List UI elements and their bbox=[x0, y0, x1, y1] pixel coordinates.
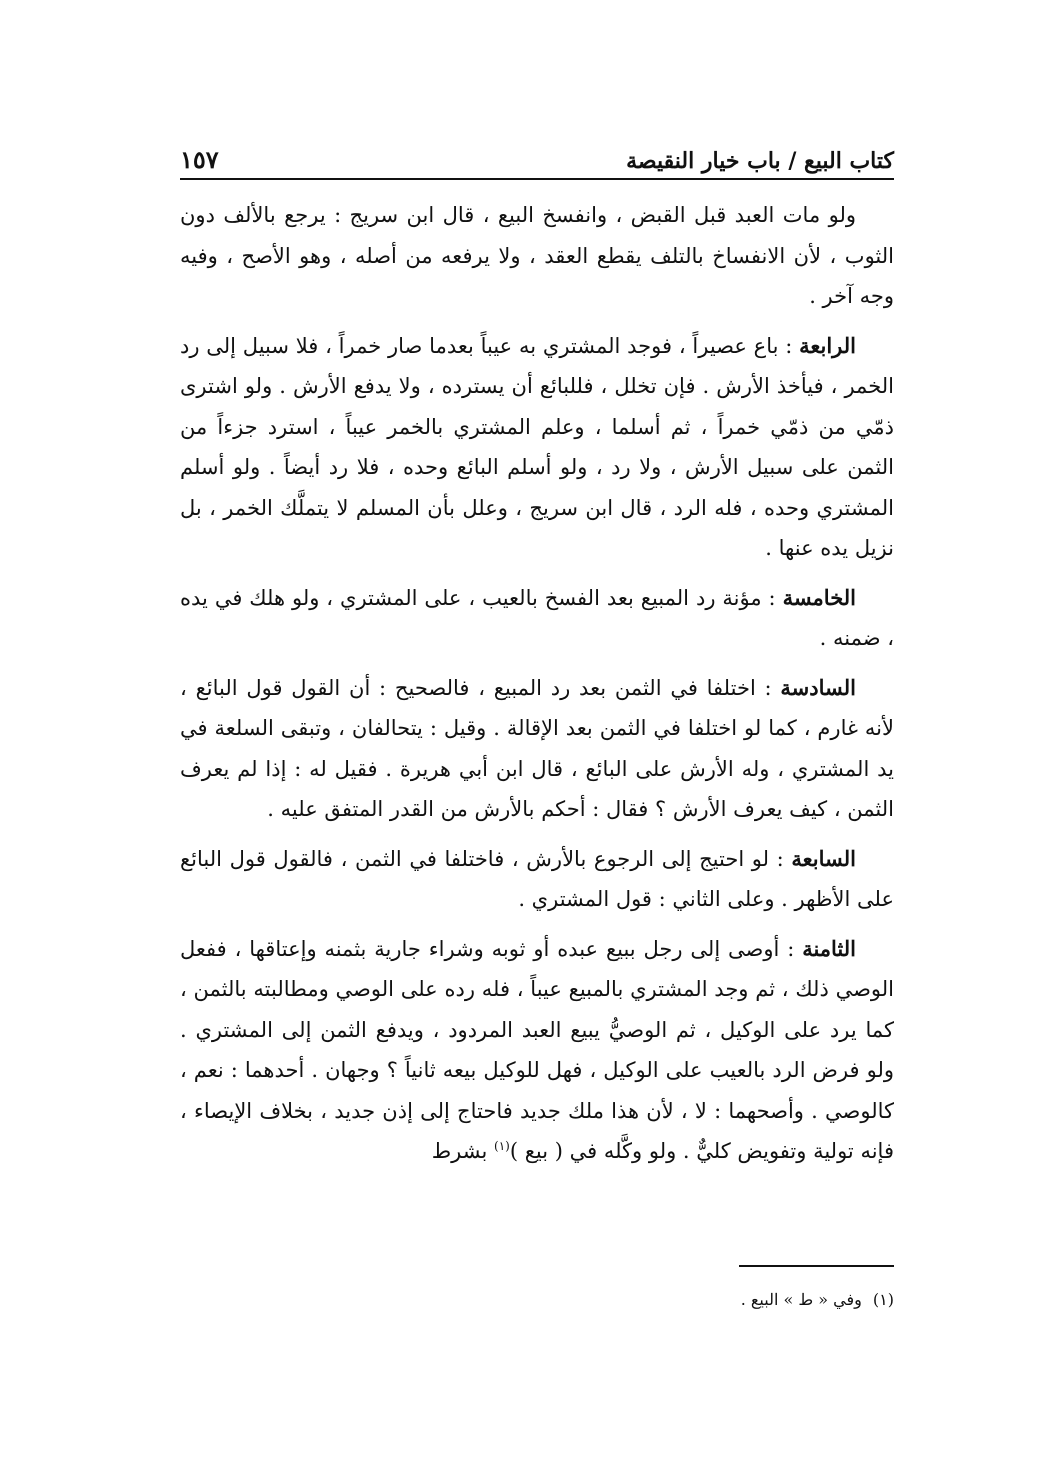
page-header bbox=[180, 130, 894, 180]
paragraph-1 bbox=[180, 195, 894, 317]
paragraph-heading: الخامسة bbox=[782, 584, 856, 610]
paragraph-fourth bbox=[180, 326, 894, 569]
paragraph-seventh bbox=[180, 839, 894, 920]
body-text bbox=[180, 195, 894, 1181]
paragraph-sixth bbox=[180, 668, 894, 830]
paragraph-text: : لو احتيج إلى الرجوع بالأرش ، فاختلفا في الثمن ، فالقول قول البائع على الأظهر . وعلى الثاني : قول المشتري . bbox=[180, 846, 894, 911]
footnote-reference[interactable]: (١) bbox=[494, 1139, 510, 1153]
paragraph-heading: الثامنة bbox=[802, 935, 856, 961]
paragraph-text: : مؤنة رد المبيع بعد الفسخ بالعيب ، على المشتري ، ولو هلك في يده ، ضمنه . bbox=[180, 585, 894, 650]
page-number: ١٥٧ bbox=[180, 145, 219, 174]
paragraph-text: : اختلفا في الثمن بعد رد المبيع ، فالصحيح : أن القول قول البائع ، لأنه غارم ، كما لو اختلفا في الثمن بعد الإقالة . وقيل : يتحالفان ، وتبقى السلعة في يد المشتري ، وله الأرش على البائع ، قال ابن أبي هريرة . فقيل له : إذا لم يعرف الثمن ، كيف يعرف الأرش ؟ فقال : أحكم بالأرش من القدر المتفق عليه . bbox=[180, 675, 894, 821]
footnote-divider bbox=[739, 1265, 894, 1267]
paragraph-eighth bbox=[180, 929, 894, 1172]
paragraph-text: : أوصى إلى رجل ببيع عبده أو ثوبه وشراء جارية بثمنه وإعتاقها ، ففعل الوصي ذلك ، ثم وجد المشتري بالمبيع عيباً ، فله رده على الوصي ومطالبته بالثمن ، كما يرد على الوكيل ، ثم الوصيُّ يبيع العبد المردود ، ويدفع الثمن إلى المشتري . ولو فرض الرد بالعيب على الوكيل ، فهل للوكيل بيعه ثانياً ؟ وجهان . أحدهما : نعم ، كالوصي . وأصحهما : لا ، لأن هذا ملك جديد فاحتاج إلى إذن جديد ، بخلاف الإيصاء ، فإنه تولية وتفويض كليٌّ . ولو وكَّله في ( بيع ) bbox=[180, 936, 894, 1163]
running-title: كتاب البيع / باب خيار النقيصة bbox=[626, 148, 894, 174]
footnote bbox=[180, 1288, 894, 1312]
paragraph-text: : باع عصيراً ، فوجد المشتري به عيباً بعدما صار خمراً ، فلا سبيل إلى رد الخمر ، فيأخذ الأرش . فإن تخلل ، فللبائع أن يسترده ، ولا يدفع الأرش . ولو اشترى ذمّي من ذمّي خمراً ، ثم أسلما ، وعلم المشتري بالخمر عيباً ، استرد جزءاً من الثمن على سبيل الأرش ، ولا رد ، ولو أسلم البائع وحده ، فلا رد أيضاً . ولو أسلم المشتري وحده ، فله الرد ، قال ابن سريج ، وعلل بأن المسلم لا يتملَّك الخمر ، بل نزيل يده عنها . bbox=[180, 333, 894, 560]
paragraph-text: ولو مات العبد قبل القبض ، وانفسخ البيع ، قال ابن سريج : يرجع بالألف دون الثوب ، لأن الانفساخ بالتلف يقطع العقد ، ولا يرفعه من أصله ، وهو الأصح ، وفيه وجه آخر . bbox=[180, 203, 894, 308]
paragraph-tail: بشرط bbox=[431, 1139, 494, 1163]
paragraph-fifth bbox=[180, 578, 894, 659]
footnote-number: (١) bbox=[872, 1290, 894, 1309]
footnote-text: وفي « ط » البيع . bbox=[740, 1290, 862, 1309]
paragraph-heading: الرابعة bbox=[799, 332, 856, 358]
paragraph-heading: السادسة bbox=[780, 674, 856, 700]
paragraph-heading: السابعة bbox=[791, 845, 856, 871]
